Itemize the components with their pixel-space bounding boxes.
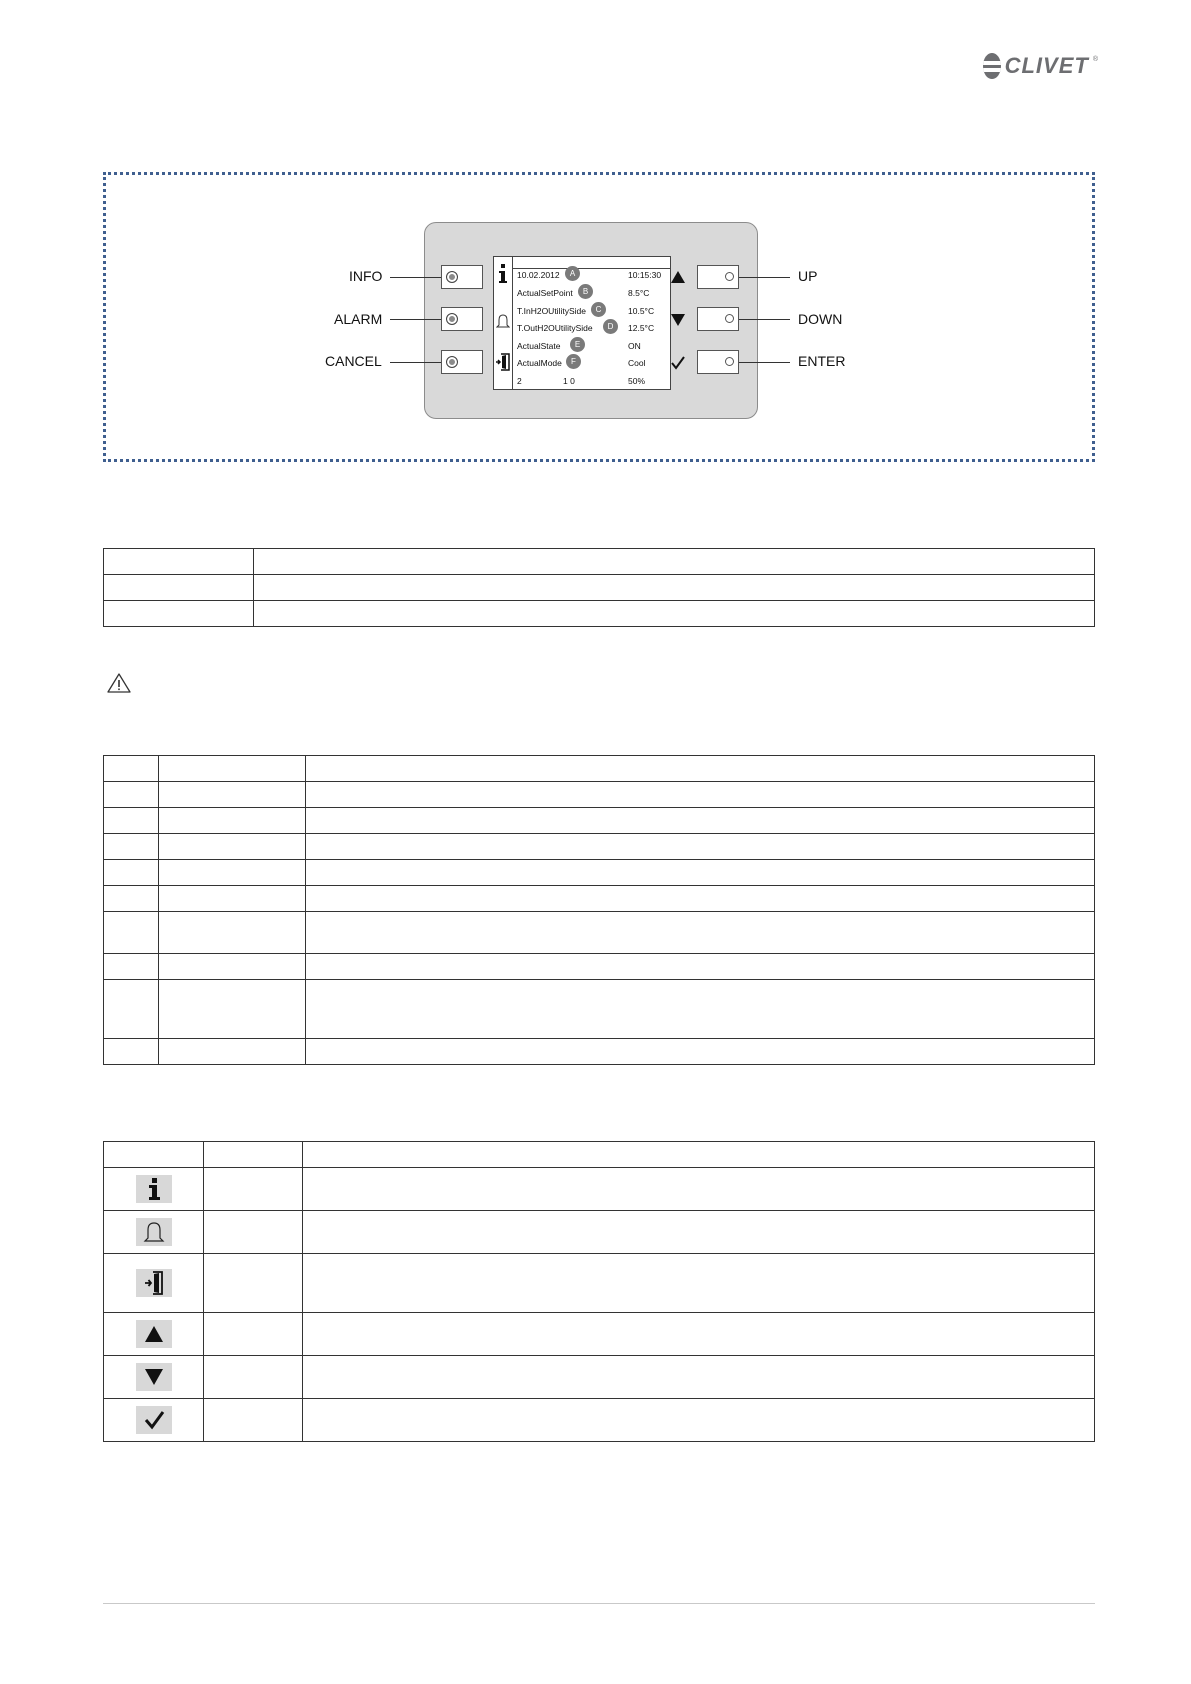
info-key[interactable] <box>441 265 483 289</box>
arrow-down-icon <box>670 313 686 327</box>
table-row <box>104 1039 1095 1065</box>
callout-badge: F <box>566 354 581 369</box>
screen-row-value: 10:15:30 <box>628 270 662 280</box>
footer-divider <box>103 1603 1095 1604</box>
callout-enter: ENTER <box>798 353 846 369</box>
table-row <box>104 1356 1095 1399</box>
status-mid: 1 0 <box>563 376 575 386</box>
callout-badge: D <box>603 319 618 334</box>
screen-row-label: ActualSetPoint <box>517 288 573 298</box>
table-row <box>104 1313 1095 1356</box>
callout-up: UP <box>798 268 818 284</box>
table-3 <box>103 1141 1095 1442</box>
alarm-key[interactable] <box>441 307 483 331</box>
status-right: 50% <box>628 376 646 386</box>
check-icon <box>136 1406 172 1434</box>
table-row <box>104 980 1095 1039</box>
arrow-up-icon <box>670 270 686 284</box>
screen-row-label: ActualState <box>517 341 561 351</box>
screen-row-label: T.InH2OUtilitySide <box>517 306 586 316</box>
table-row <box>104 1399 1095 1442</box>
screen-row-value: 8.5°C <box>628 288 650 298</box>
screen-row-value: 12.5°C <box>628 323 655 333</box>
callout-info: INFO <box>349 268 383 284</box>
check-icon <box>670 355 686 371</box>
arrow-up-icon <box>136 1320 172 1348</box>
down-key[interactable] <box>697 307 739 331</box>
table-row <box>104 1168 1095 1211</box>
bell-icon <box>136 1218 172 1246</box>
table-row <box>104 782 1095 808</box>
bell-icon <box>496 313 510 329</box>
table-row <box>104 860 1095 886</box>
leader-line <box>390 319 441 320</box>
arrow-down-icon <box>136 1363 172 1391</box>
screen-row-label: ActualMode <box>517 358 562 368</box>
table-row <box>104 1211 1095 1254</box>
callout-alarm: ALARM <box>334 311 383 327</box>
table-row <box>104 886 1095 912</box>
logo-text: CLIVET <box>1004 53 1089 78</box>
exit-door-icon <box>495 353 511 371</box>
up-key[interactable] <box>697 265 739 289</box>
enter-key[interactable] <box>697 350 739 374</box>
screen-row-value: Cool <box>628 358 646 368</box>
table-row <box>104 954 1095 980</box>
logo-mark-icon <box>983 53 1001 79</box>
callout-cancel: CANCEL <box>325 353 382 369</box>
table-row <box>104 575 1095 601</box>
table-row <box>104 808 1095 834</box>
registered-mark: ® <box>1092 56 1098 63</box>
table-row <box>104 549 1095 575</box>
table-2 <box>103 755 1095 1065</box>
callout-badge: C <box>591 302 606 317</box>
leader-line <box>739 277 790 278</box>
icon-cell <box>136 1269 172 1297</box>
callout-down: DOWN <box>798 311 843 327</box>
callout-badge: E <box>570 337 585 352</box>
table-row <box>104 756 1095 782</box>
leader-line <box>390 362 441 363</box>
callout-badge: B <box>578 284 593 299</box>
screen-row-value: 10.5°C <box>628 306 655 316</box>
clivet-logo <box>983 50 1098 82</box>
info-icon <box>136 1175 172 1203</box>
warning-triangle-icon <box>106 672 132 694</box>
exit-door-icon <box>136 1269 172 1297</box>
screen-row-label: T.OutH2OUtilitySide <box>517 323 593 333</box>
icon-cell <box>136 1218 172 1246</box>
leader-line <box>739 362 790 363</box>
table-row <box>104 1142 1095 1168</box>
icon-cell <box>136 1363 172 1391</box>
screen-row-value: ON <box>628 341 641 351</box>
table-row <box>104 1254 1095 1313</box>
leader-line <box>390 277 441 278</box>
screen-row-label: 10.02.2012 <box>517 270 560 280</box>
info-icon <box>497 264 509 284</box>
cancel-key[interactable] <box>441 350 483 374</box>
screen-divider <box>513 268 671 269</box>
table-row <box>104 834 1095 860</box>
table-1 <box>103 548 1095 627</box>
status-left: 2 <box>517 376 522 386</box>
icon-cell <box>136 1406 172 1434</box>
table-row <box>104 601 1095 627</box>
table-row <box>104 912 1095 954</box>
icon-cell <box>136 1175 172 1203</box>
leader-line <box>739 319 790 320</box>
callout-badge: A <box>565 266 580 281</box>
icon-cell <box>136 1320 172 1348</box>
